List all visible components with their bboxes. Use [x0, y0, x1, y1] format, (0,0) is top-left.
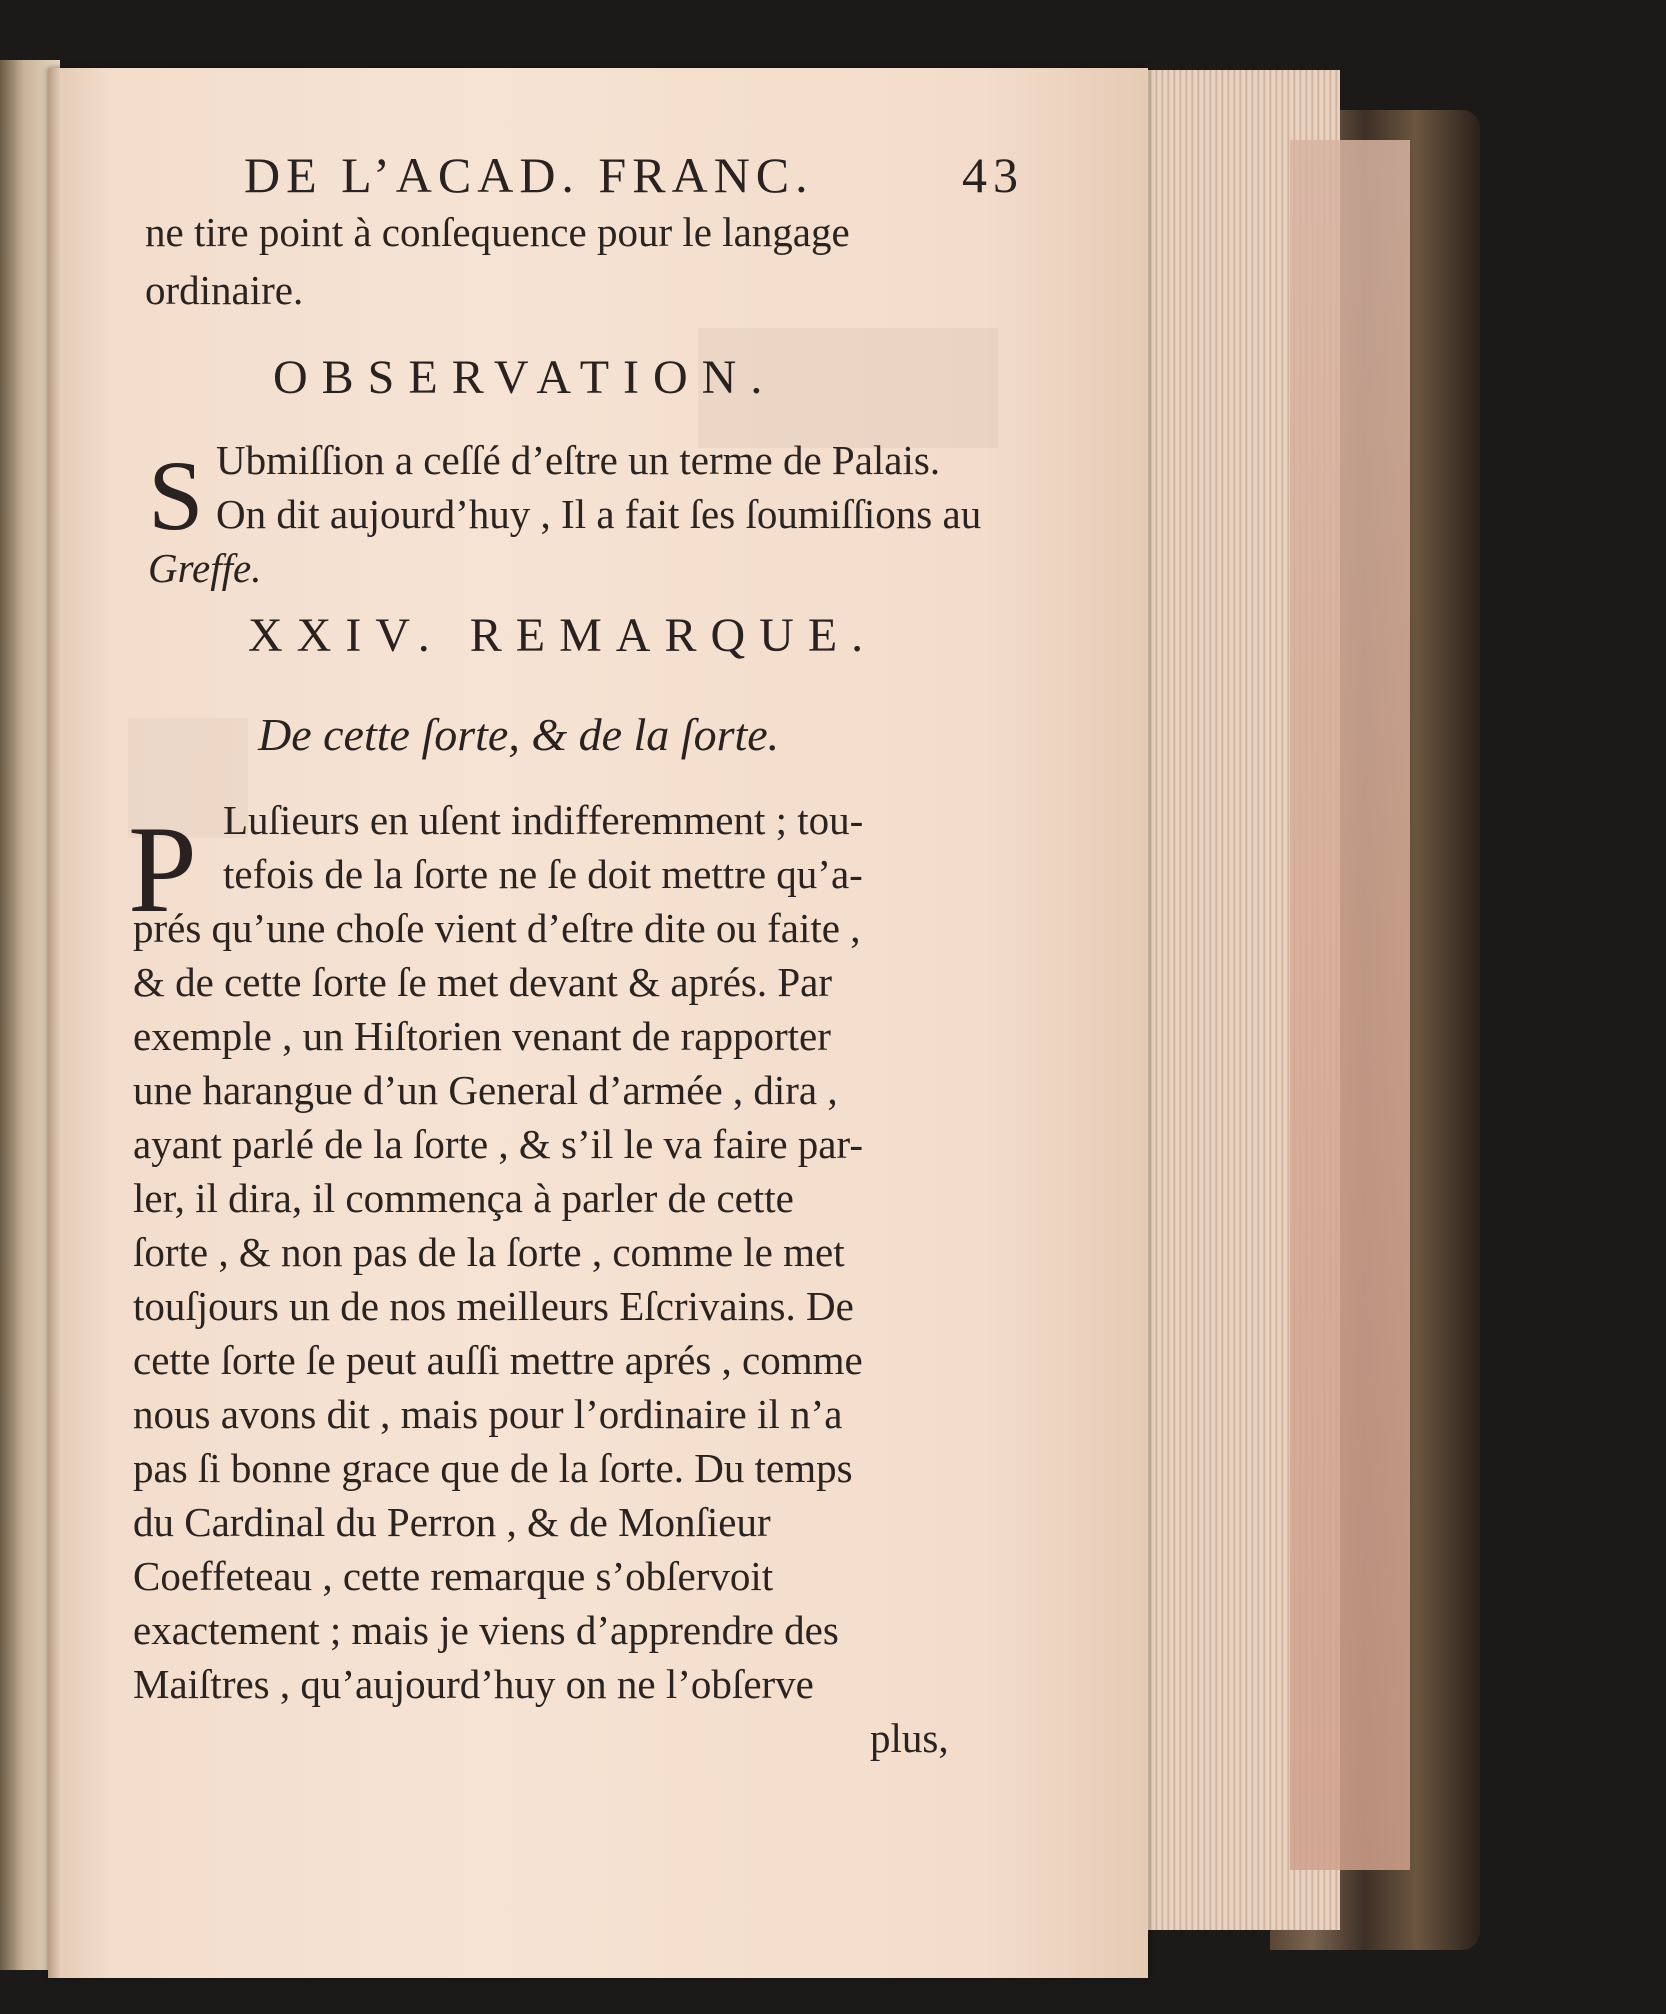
observation-dropcap: S	[148, 440, 204, 551]
text-line: & de cette ſorte ſe met devant & aprés. Par	[133, 959, 833, 1005]
text-line: Luſieurs en uſent indifferemment ; tou-	[223, 797, 864, 843]
text-line: Maiſtres , qu’aujourd’huy on ne l’obſerve	[133, 1661, 814, 1707]
text-line: On dit aujourd’huy , Il a fait ſes ſoumiſſions au	[216, 491, 982, 537]
text-line: ſorte , & non pas de la ſorte , comme le met	[133, 1229, 845, 1275]
page-number: 43	[962, 147, 1024, 203]
observation-heading: OBSERVATION.	[273, 351, 777, 404]
text-line: tefois de la ſorte ne ſe doit mettre qu’a-	[223, 851, 863, 897]
page-edge-red	[1290, 140, 1410, 1870]
text-line: prés qu’une choſe vient d’eſtre dite ou faite ,	[133, 905, 861, 951]
text-line: ayant parlé de la ſorte , & s’il le va faire par-	[133, 1121, 863, 1167]
remarque-heading: XXIV. REMARQUE.	[248, 609, 878, 662]
book-page	[48, 68, 1148, 1978]
text-line: nous avons dit , mais pour l’ordinaire il n’a	[133, 1391, 843, 1437]
text-line: exemple , un Hiſtorien venant de rapporter	[133, 1013, 831, 1059]
catchword: plus,	[870, 1715, 949, 1761]
text-line: ler, il dira, il commença à parler de cette	[133, 1175, 794, 1221]
text-line: une harangue d’un General d’armée , dira ,	[133, 1067, 838, 1113]
text-line: Greffe.	[148, 545, 262, 591]
text-line: du Cardinal du Perron , & de Monſieur	[133, 1499, 771, 1545]
text-line: touſjours un de nos meilleurs Eſcrivains. De	[133, 1283, 854, 1329]
text-line: pas ſi bonne grace que de la ſorte. Du temps	[133, 1445, 853, 1491]
text-line: exactement ; mais je viens d’apprendre des	[133, 1607, 839, 1653]
remarque-dropcap: P	[128, 801, 197, 938]
remarque-subtitle: De cette ſorte, & de la ſorte.	[258, 709, 780, 760]
text-line: ordinaire.	[145, 267, 304, 313]
page-gutter	[48, 68, 62, 1978]
running-head	[244, 146, 1024, 204]
running-head-title: DE L’ACAD. FRANC.	[244, 147, 814, 203]
text-line: ne tire point à conſequence pour le langage	[145, 209, 850, 255]
text-line: Coeffeteau , cette remarque s’obſervoit	[133, 1553, 774, 1599]
text-line: cette ſorte ſe peut auſſi mettre aprés , comme	[133, 1337, 863, 1383]
text-line: Ubmiſſion a ceſſé d’eſtre un terme de Palais.	[216, 437, 941, 483]
